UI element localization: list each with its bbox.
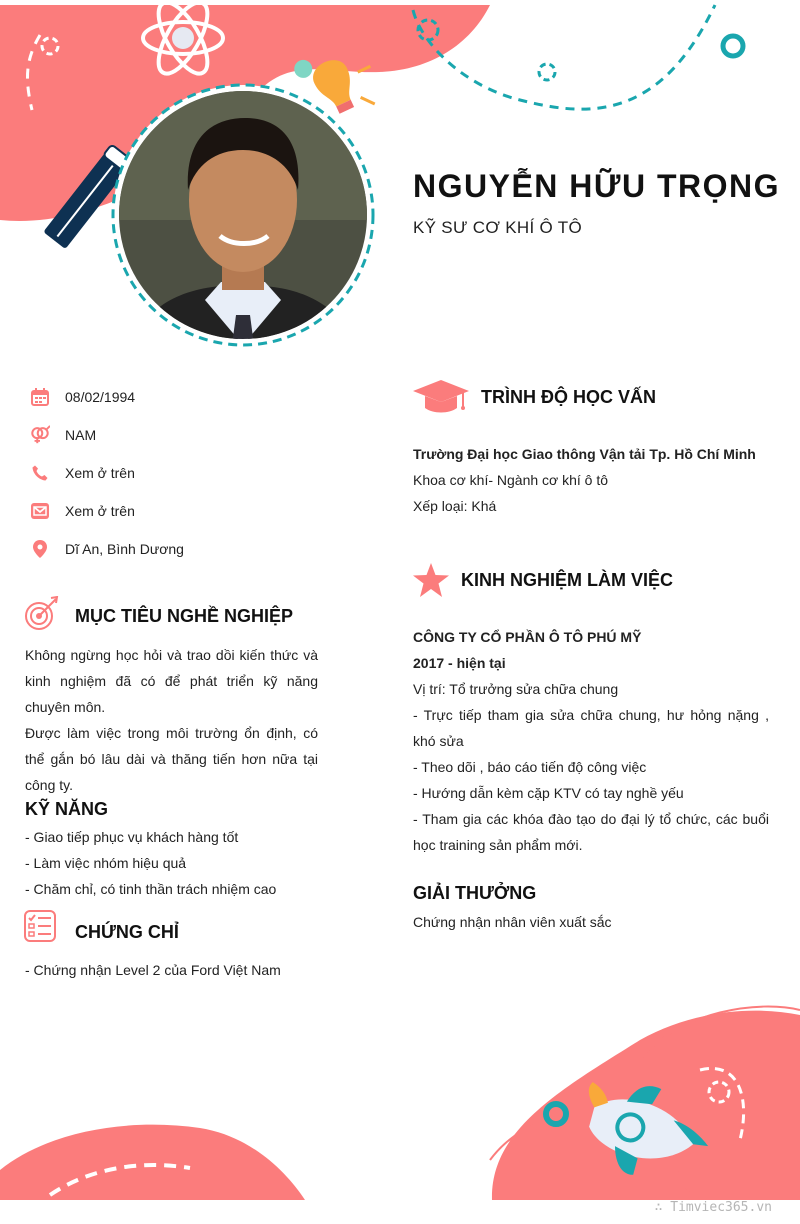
education-content bbox=[413, 441, 783, 519]
calendar-icon bbox=[30, 387, 50, 407]
graduation-cap-icon bbox=[413, 380, 469, 414]
info-email bbox=[30, 499, 135, 523]
objective-line: Được làm việc trong môi trường ổn định, có thể gắn bó lâu dài và thăng tiến hơn nữa tại công ty. bbox=[25, 725, 318, 793]
info-address bbox=[30, 537, 184, 561]
objective-line: Không ngừng học hỏi và trao dồi kiến thức và kinh nghiệm đã có để phát triển kỹ năng chuyên môn. bbox=[25, 647, 318, 715]
email-icon bbox=[30, 501, 50, 521]
certificates-title: CHỨNG CHỈ bbox=[75, 922, 179, 942]
info-gender bbox=[30, 423, 96, 447]
list-item: - Tham gia các khóa đào tạo do đại lý tổ chức, các buổi học training sản phẩm mới. bbox=[413, 811, 769, 853]
objective-title: MỤC TIÊU NGHỀ NGHIỆP bbox=[75, 606, 294, 626]
skills-title: KỸ NĂNG bbox=[25, 799, 109, 819]
info-birthdate bbox=[30, 385, 135, 409]
email-value: Xem ở trên bbox=[65, 503, 135, 519]
list-item: - Trực tiếp tham gia sửa chữa chung, hư hỏng nặng , khó sửa bbox=[413, 707, 769, 749]
gender-icon bbox=[30, 425, 50, 445]
awards-list bbox=[413, 909, 769, 935]
objective-text bbox=[25, 642, 318, 798]
phone-value: Xem ở trên bbox=[65, 465, 135, 481]
awards-title: GIẢI THƯỞNG bbox=[413, 883, 537, 903]
list-item: Chứng nhận nhân viên xuất sắc bbox=[413, 914, 612, 930]
address-value: Dĩ An, Bình Dương bbox=[65, 541, 184, 557]
target-icon bbox=[24, 596, 60, 632]
education-title: TRÌNH ĐỘ HỌC VẤN bbox=[481, 387, 656, 407]
job-title: KỸ SƯ CƠ KHÍ Ô TÔ bbox=[413, 218, 582, 237]
location-pin-icon bbox=[30, 539, 50, 559]
work-period: 2017 - hiện tại bbox=[413, 655, 506, 671]
list-item: - Chứng nhận Level 2 của Ford Việt Nam bbox=[25, 962, 281, 978]
phone-icon bbox=[30, 463, 50, 483]
work-position: Vị trí: Tổ trưởng sửa chữa chung bbox=[413, 681, 619, 697]
checklist-icon bbox=[24, 910, 56, 942]
experience-title: KINH NGHIỆM LÀM VIỆC bbox=[461, 570, 674, 590]
gender-value: NAM bbox=[65, 427, 97, 443]
list-item: - Làm việc nhóm hiệu quả bbox=[25, 855, 187, 871]
experience-content bbox=[413, 624, 769, 858]
list-item: - Theo dõi , báo cáo tiến độ công việc bbox=[413, 759, 647, 775]
education-major: Khoa cơ khí- Ngành cơ khí ô tô bbox=[413, 472, 609, 488]
candidate-name: NGUYỄN HỮU TRỌNG bbox=[413, 168, 780, 204]
footer-decoration bbox=[0, 1000, 800, 1200]
certificates-list bbox=[25, 957, 325, 983]
list-item: - Giao tiếp phục vụ khách hàng tốt bbox=[25, 829, 239, 845]
list-item: - Chăm chỉ, có tinh thần trách nhiệm cao bbox=[25, 881, 277, 897]
birthdate-value: 08/02/1994 bbox=[65, 389, 136, 405]
list-item: - Hướng dẫn kèm cặp KTV có tay nghề yếu bbox=[413, 785, 684, 801]
site-watermark: ∴ Timviec365.vn bbox=[654, 1200, 772, 1215]
star-icon bbox=[413, 563, 449, 597]
education-grade: Xếp loại: Khá bbox=[413, 498, 497, 514]
info-phone bbox=[30, 461, 135, 485]
skills-list bbox=[25, 824, 325, 902]
company-name: CÔNG TY CỔ PHẦN Ô TÔ PHÚ MỸ bbox=[413, 629, 642, 645]
school-name: Trường Đại học Giao thông Vận tải Tp. Hồ Chí Minh bbox=[413, 446, 756, 462]
